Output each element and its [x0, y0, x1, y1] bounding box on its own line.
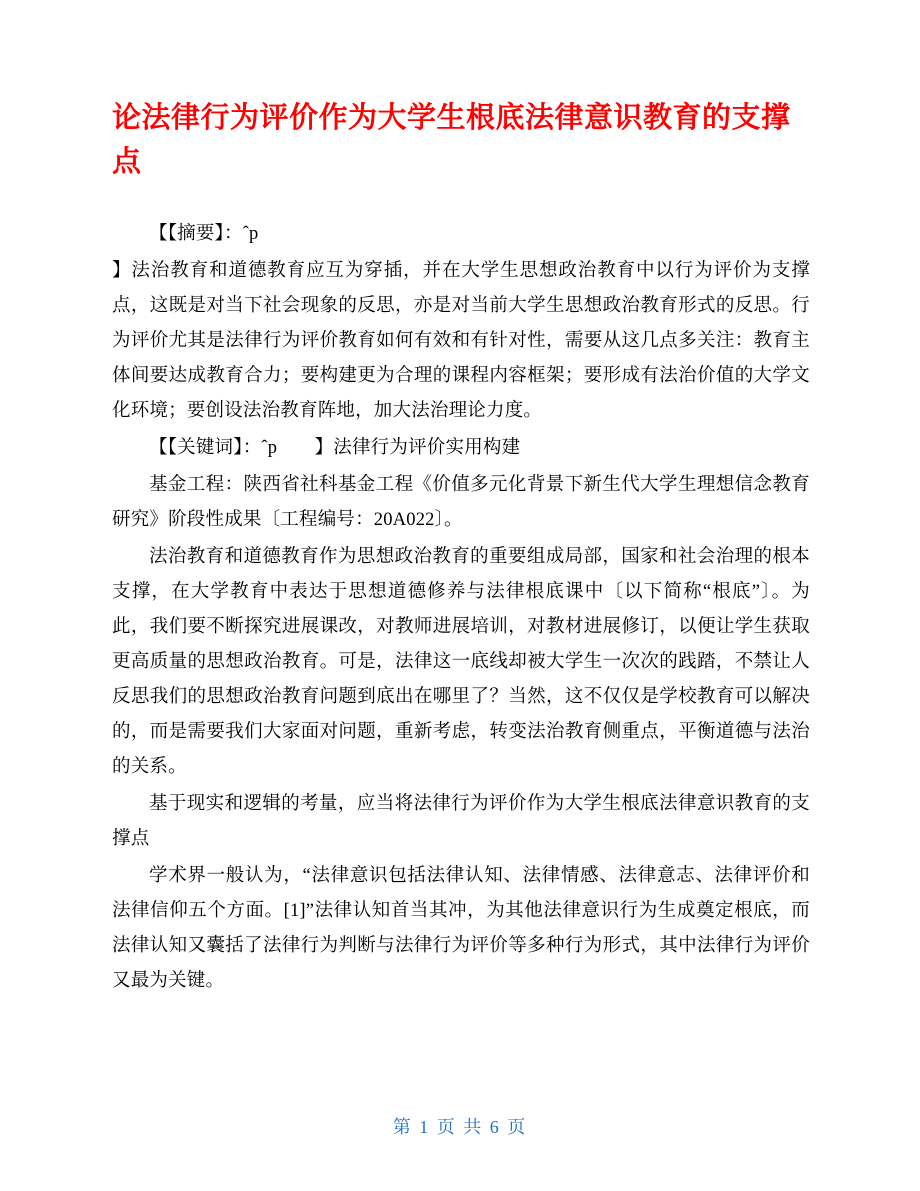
paragraph-abstract-text: 】法治教育和道德教育应互为穿插，并在大学生思想政治教育中以行为评价为支撑点，这既是对当下社会现象的反思，亦是对当前大学生思想政治教育形式的反思。行为评价尤其是法律行为评价教育如何有效和有针对性，需要从这几点多关注：教育主体间要达成教育合力；要构建更为合理的课程内容框架；要形成有法治价值的大学文化环境；要创设法治教育阵地，加大法治理论力度。 — [112, 261, 810, 421]
paragraph-section-heading: 基于现实和逻辑的考量，应当将法律行为评价作为大学生根底法律意识教育的支撑点 — [112, 794, 810, 849]
footer-current-page: 1 — [419, 1117, 431, 1137]
paragraph-fund-project: 基金工程：陕西省社科基金工程《价值多元化背景下新生代大学生理想信念教育研究》阶段性成果〔工程编号：20A022〕。 — [112, 475, 810, 530]
footer-page-prefix: 第 — [392, 1117, 413, 1137]
page-title: 论法律行为评价作为大学生根底法律意识教育的支撑点 — [112, 100, 791, 178]
footer-total-pages: 6 — [489, 1117, 501, 1137]
footer-page-word: 页 — [436, 1117, 457, 1137]
paragraph-abstract-label: 【【摘要】：ˆp — [149, 224, 259, 244]
footer-page-indicator — [393, 1113, 528, 1139]
paragraph-academic-view: 学术界一般认为，“法律意识包括法律认知、法律情感、法律意志、法律评价和法律信仰五个方面。[1]”法律认知首当其冲，为其他法律意识行为生成奠定根底，而法律认知又囊括了法律行为判断与法律行为评价等多种行为形式，其中法律行为评价又最为关键。 — [112, 866, 810, 991]
document-body — [0, 217, 920, 999]
footer-total-prefix: 共 — [463, 1117, 484, 1137]
footer-total-word: 页 — [507, 1117, 528, 1137]
page-footer — [0, 1113, 920, 1139]
paragraph-keywords: 【【关键词】：ˆp 】法律行为评价实用构建 — [149, 438, 521, 458]
paragraph-intro: 法治教育和道德教育作为思想政治教育的重要组成局部，国家和社会治理的根本支撑，在大学教育中表达于思想道德修养与法律根底课中〔以下简称“根底”〕。为此，我们要不断探究进展课改，对教师进展培训，对教材进展修订，以便让学生获取更高质量的思想政治教育。可是，法律这一底线却被大学生一次次的践踏，不禁让人反思我们的思想政治教育问题到底出在哪里了？当然，这不仅仅是学校教育可以解决的，而是需要我们大家面对问题，重新考虑，转变法治教育侧重点，平衡道德与法治的关系。 — [112, 547, 810, 777]
